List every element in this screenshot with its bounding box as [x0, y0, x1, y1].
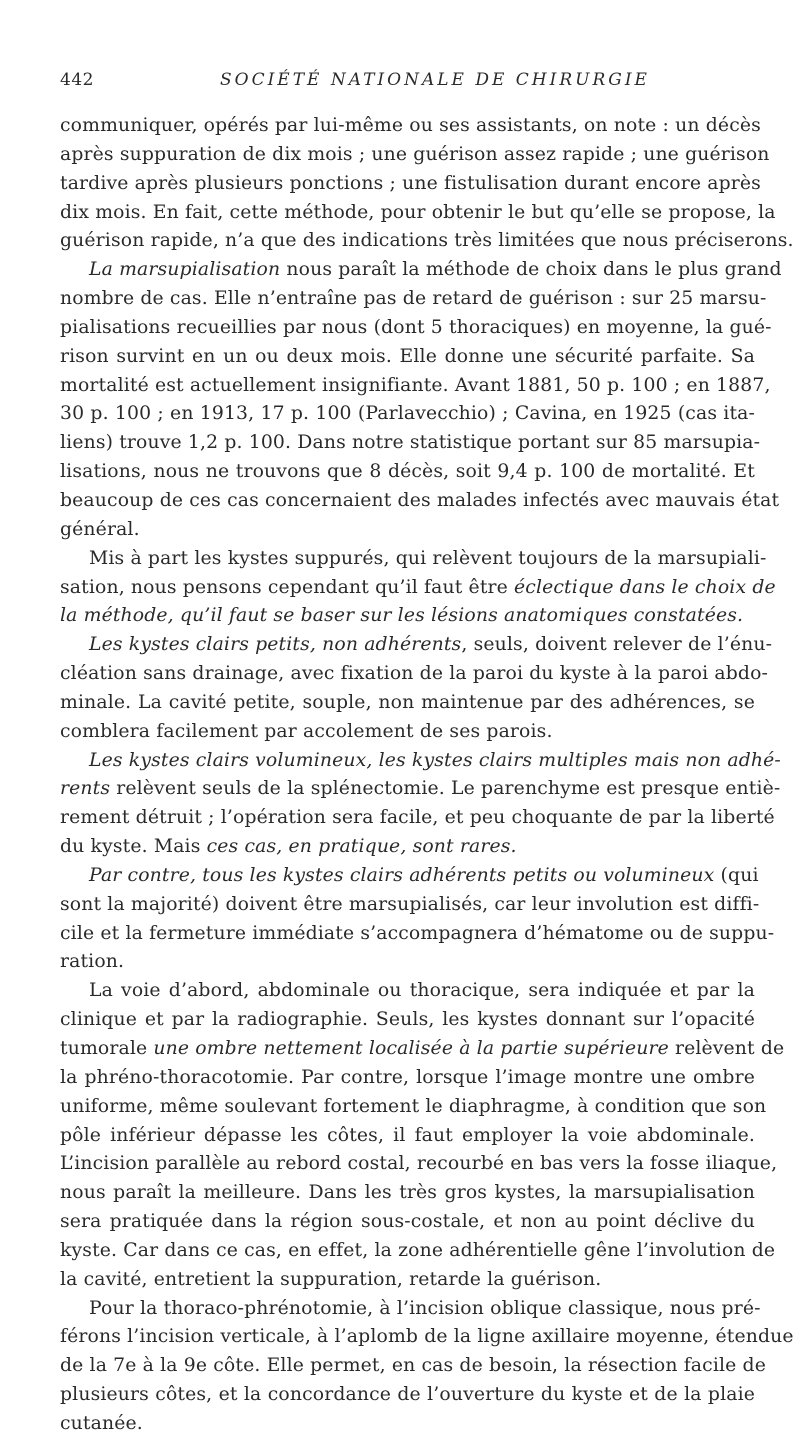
text-segment: nombre de cas. Elle n’entraîne pas de retard de guérison : sur 25 marsu- — [60, 288, 767, 310]
page-header — [60, 70, 760, 96]
text-line — [60, 199, 776, 228]
text-segment: férons l’incision verticale, à l’aplomb de la ligne axillaire moyenne, étendue — [60, 1326, 794, 1348]
text-line — [60, 775, 781, 804]
text-segment: plusieurs côtes, et la concordance de l’ouverture du kyste et de la plaie — [60, 1384, 755, 1406]
text-segment: sera pratiquée dans la région sous-costale, et non au point déclive du — [60, 1211, 755, 1233]
text-segment: pialisations recueillies par nous (dont 5 thoraciques) en moyenne, la gué- — [60, 316, 772, 338]
text-segment: La voie d’abord, abdominale ou thoracique, sera indiquée et par la — [89, 980, 755, 1002]
text-line — [60, 1093, 767, 1122]
text-segment: nous paraît la méthode de choix dans le plus grand — [280, 259, 782, 281]
text-segment: après suppuration de dix mois ; une guérison assez rapide ; une guérison — [60, 143, 770, 165]
text-line — [60, 372, 771, 401]
text-line — [60, 574, 776, 603]
text-segment: la cavité, entretient la suppuration, retarde la guérison. — [60, 1268, 602, 1290]
text-line — [60, 285, 767, 314]
text-line — [60, 1237, 776, 1266]
text-line — [60, 1295, 761, 1324]
text-segment: général. — [60, 518, 140, 540]
text-segment: , seuls, doivent relever de l’énu- — [461, 634, 773, 656]
text-segment: cile et la fermeture immédiate s’accompagnera d’hématome ou de suppu- — [60, 922, 775, 944]
text-segment: mortalité est actuellement insignifiante. Avant 1881, 50 p. 100 ; en 1887, — [60, 374, 771, 396]
text-line — [60, 1179, 755, 1208]
text-segment: tumorale — [60, 1038, 154, 1059]
text-line — [60, 487, 780, 516]
text-line — [60, 1035, 785, 1064]
text-line — [60, 891, 760, 920]
text-segment: kyste. Car dans ce cas, en effet, la zone adhérentielle gêne l’involution de — [60, 1239, 776, 1261]
text-segment: pôle inférieur dépasse les côtes, il faut employer la voie abdominale. — [60, 1124, 755, 1146]
text-segment: relèvent de — [668, 1038, 785, 1059]
italic-text: Par contre, tous les kystes clairs adhérents petits ou volumineux — [89, 864, 715, 886]
text-line — [60, 400, 755, 429]
text-line — [60, 631, 773, 660]
text-line — [60, 343, 755, 372]
text-segment: L’incision parallèle au rebord costal, recourbé en bas vers la fosse iliaque, — [60, 1153, 778, 1175]
text-segment: comblera facilement par accolement de ses parois. — [60, 720, 553, 742]
text-line — [60, 1381, 755, 1410]
text-segment: nous paraît la meilleure. Dans les très gros kystes, la marsupialisation — [60, 1182, 755, 1204]
running-title: SOCIÉTÉ NATIONALE DE CHIRURGIE — [220, 70, 650, 90]
text-line — [60, 689, 755, 718]
text-line — [60, 1208, 755, 1237]
text-segment: rison survint en un ou deux mois. Elle donne une sécurité parfaite. Sa — [60, 345, 755, 367]
text-line — [60, 141, 770, 170]
text-line — [60, 804, 775, 833]
text-segment: guérison rapide, n’a que des indications très limitées que nous préciserons. — [60, 230, 794, 252]
text-segment: lisations, nous ne trouvons que 8 décès, soit 9,4 p. 100 de mortalité. Et — [60, 461, 755, 483]
text-line — [60, 112, 761, 141]
text-segment: cutanée. — [60, 1412, 143, 1434]
text-segment: communiquer, opérés par lui-même ou ses assistants, on note : un décès — [60, 115, 761, 136]
text-line — [60, 1352, 766, 1381]
text-segment: uniforme, même soulevant fortement le diaphragme, à condition que son — [60, 1095, 767, 1117]
text-line — [60, 977, 755, 1006]
italic-text: une ombre nettement localisée à la partie supérieure — [153, 1038, 669, 1059]
text-line — [60, 1410, 755, 1439]
text-line — [60, 1266, 755, 1295]
text-line — [60, 1150, 778, 1179]
italic-text: Les kystes clairs volumineux, les kystes clairs multiples mais non adhé- — [89, 749, 781, 771]
text-line — [60, 545, 767, 574]
text-segment: tardive après plusieurs ponctions ; une fistulisation durant encore après — [60, 172, 761, 194]
page-number: 442 — [60, 70, 94, 90]
text-line — [60, 256, 782, 285]
text-segment: 30 p. 100 ; en 1913, 17 p. 100 (Parlavecchio) ; Cavina, en 1925 (cas ita- — [60, 403, 755, 425]
text-line — [60, 833, 755, 862]
italic-text: La marsupialisation — [89, 259, 281, 281]
text-line — [60, 862, 759, 891]
text-line — [60, 458, 755, 487]
text-line — [60, 227, 794, 256]
text-segment: minale. La cavité petite, souple, non maintenue par des adhérences, se — [60, 691, 755, 713]
text-segment: ration. — [60, 951, 125, 973]
text-segment: sation, nous pensons cependant qu’il faut être — [60, 576, 515, 598]
text-segment: Mis à part les kystes suppurés, qui relèvent toujours de la marsupiali- — [89, 547, 767, 569]
text-line — [60, 429, 761, 458]
text-segment: rement détruit ; l’opération sera facile, et peu choquante de par la liberté — [60, 807, 775, 829]
text-line — [60, 660, 769, 689]
text-segment: liens) trouve 1,2 p. 100. Dans notre statistique portant sur 85 marsupia- — [60, 432, 761, 454]
text-segment: sont la majorité) doivent être marsupialisés, car leur involution est diffi- — [60, 893, 760, 915]
text-segment: du kyste. Mais — [60, 836, 207, 858]
text-line — [60, 516, 755, 545]
text-segment: Pour la thoraco-phrénotomie, à l’incision oblique classique, nous pré- — [89, 1297, 761, 1319]
italic-text: éclectique dans le choix de — [514, 576, 776, 598]
text-line — [60, 1064, 755, 1093]
text-line — [60, 747, 781, 776]
text-line — [60, 920, 775, 949]
text-segment: relèvent seuls de la splénectomie. Le parenchyme est presque entiè- — [110, 778, 781, 800]
text-line — [60, 1006, 755, 1035]
text-line — [60, 948, 755, 977]
text-segment: dix mois. En fait, cette méthode, pour obtenir le but qu’elle se propose, la — [60, 201, 776, 223]
body-text — [60, 112, 794, 1439]
text-line — [60, 314, 772, 343]
text-segment: (qui — [714, 864, 759, 886]
text-line — [60, 718, 755, 747]
italic-text: ces cas, en pratique, sont rares. — [206, 836, 517, 858]
italic-text: rents — [60, 778, 111, 800]
italic-text: la méthode, qu’il faut se baser sur les lésions anatomiques constatées. — [60, 605, 744, 627]
text-segment: la phréno-thoracotomie. Par contre, lorsque l’image montre une ombre — [60, 1066, 755, 1088]
text-segment: clinique et par la radiographie. Seuls, les kystes donnant sur l’opacité — [60, 1009, 755, 1031]
italic-text: Les kystes clairs petits, non adhérents — [89, 634, 462, 656]
text-line — [60, 170, 761, 199]
text-line — [60, 1323, 794, 1352]
text-segment: de la 7e à la 9e côte. Elle permet, en cas de besoin, la résection facile de — [60, 1355, 766, 1377]
text-line — [60, 602, 755, 631]
text-line — [60, 1122, 755, 1151]
text-segment: beaucoup de ces cas concernaient des malades infectés avec mauvais état — [60, 489, 780, 511]
text-segment: cléation sans drainage, avec fixation de la paroi du kyste à la paroi abdo- — [60, 663, 769, 685]
